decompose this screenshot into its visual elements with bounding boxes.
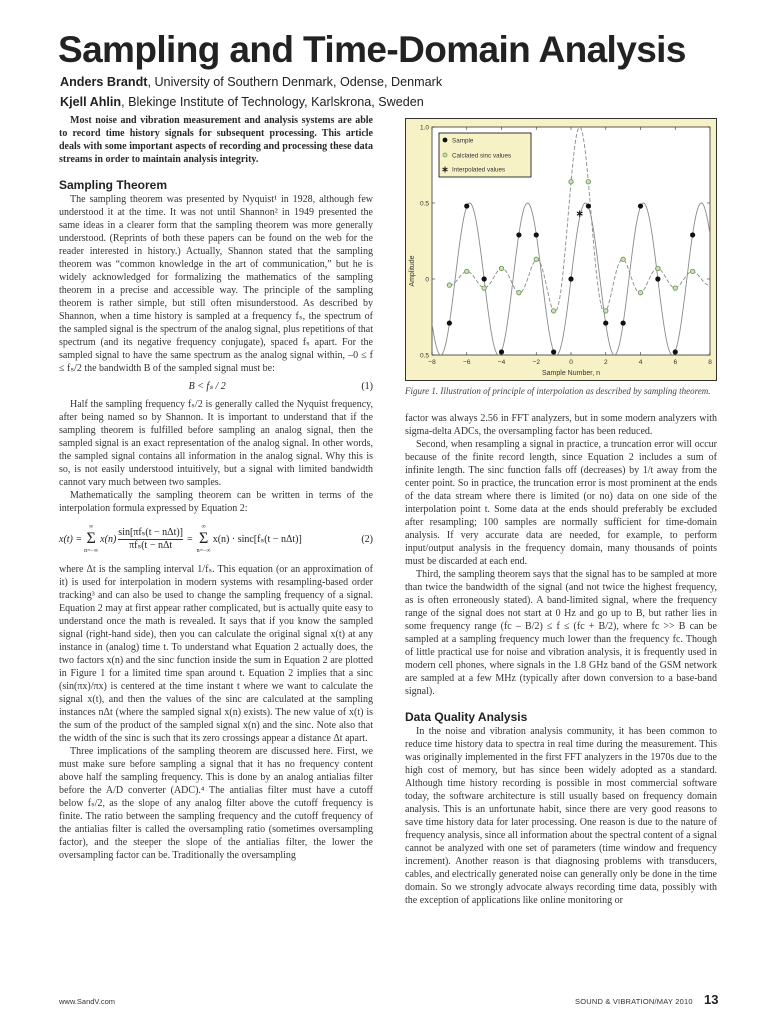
x-tick-label: 4 — [638, 359, 643, 366]
paragraph: Second, when resampling a signal in practice, a truncation error will occur because of the finite record length, since Equation 2 includes a sum of infinite length. The sinc function falls off (decreases) by 1/t away from the center point. So in practice, the truncation error is most prominent at the ends of the data stream where there is limited (or no) data on one side of the interpolation point t. Some data at the ends should preferably be excluded after resampling; 100 samples are normally sufficient for time-domain analysis. If very accurate data are needed, for example, to perform input/output analysis in the frequency domain, many thousands of points must be discarded at each end. — [405, 438, 717, 567]
author-name: Kjell Ahlin — [60, 95, 122, 109]
paragraph: Three implications of the sampling theorem are discussed here. First, we must make sure before sampling a signal that it has no frequency content above half the sampling frequency. This is done by an analog antialias filter before the A/D converter (ADC).⁴ The antialias filter must have a cutoff below fₛ/2, as the slope of any analog filter above the cutoff frequency is finite. The ratio between the sampling frequency and the cutoff frequency of the antialias filter is called the oversampling ratio (sometimes oversampling factor), and the steeper the slope of the antialias filter, the lower the oversampling factor can be. Traditionally the oversampling — [59, 746, 373, 861]
x-tick-label: 0 — [569, 359, 573, 366]
eq2-equals: = — [187, 533, 193, 545]
right-column — [405, 118, 717, 907]
paragraph: where Δt is the sampling interval 1/fₛ. This equation (or an approximation of it) is used for interpolation in modern systems with resampling-based order tracking³ and can also be used to change the sampling frequency of a signal. Equation 2 may at first appear rather complicated, but is actually quite easy to understand once the math is revealed. It says that if you know the sampled signal (right-hand side), then you can calculate the original signal x(t) at any instance in (analog) time t. To understand what Equation 2 actually does, the two factors x(n) and the sinc function inside the sum in Equation 2 are plotted in Figure 1 for a limited time span around t. Equation 2 implies that a sinc (sin(πx)/πx) is centered at the time instant t where we want to calculate the signal x(t), and then the values of the sinc are calculated at the sampling instances nΔt (where the sampled signal x(n) exists). The new value of x(t) is the sum of the product of the sampled signal x(n) and the sinc. Note also that the width of the sinc is such that its zero crossings appear a distance Δt apart. — [59, 564, 373, 744]
abstract: Most noise and vibration measurement and analysis systems are able to record time history signals for subsequent processing. This article deals with some important aspects of recording and processing these data streams in order to maintain analysis integrity. — [59, 115, 373, 165]
page-number: 13 — [704, 992, 719, 1007]
left-column — [59, 114, 373, 862]
author-affiliation: , Blekinge Institute of Technology, Karlskrona, Sweden — [121, 95, 424, 109]
sinc-value-point — [569, 180, 573, 184]
author-name: Anders Brandt — [60, 75, 148, 89]
paragraph: Third, the sampling theorem says that the signal has to be sampled at more than twice the bandwidth of the signal (and not twice the highest frequency, as is often erroneously stated). A band-limited signal, where the frequency range of the signal does not start at 0 Hz and go up to B, but rather lies in some frequency range (fc – B/2) ≤ f ≤ (fc + B/2), where fc >> B can be sampled at a sampling frequency much lower than the frequency fc. Though of little practical use for noise and vibration analysis, it is frequently used in modern cell phones, where signals in the 1.8 GHz band of the GSM network are sampled at a few MHz (typically after down conversion to a base-band signal). — [405, 568, 717, 697]
sinc-value-point — [586, 180, 590, 184]
sample-point — [516, 232, 521, 237]
sample-point — [568, 276, 573, 281]
summation — [84, 523, 98, 555]
sample-point — [673, 349, 678, 354]
paragraph: In the noise and vibration analysis community, it has been common to reduce time history data to spectra in real time during the measurement. This was originally implemented in the first FFT analyzers in the 1970s due to the high cost of memory, but has since been widely adopted as a standard. Although time history recording is possible in most commercial software today, the software architecture is still usually based on frequency domain analysis. This is an unfortunate habit, since there are very good reasons to save time history data for later processing. One reason is due to the nature of frequency analysis, since all information about the spectral content of a signal cannot be analyzed with one set of parameters (time window and frequency increment). Another reason is that diagnosing problems with transducers, cables, and electrically generated noise can generally only be done in the time domain. So we strongly advocate always recording time data, possibly with the exception of applications like online monitoring or — [405, 725, 717, 906]
sinc-value-point — [517, 290, 521, 294]
x-tick-label: −8 — [428, 359, 436, 366]
paragraph: Half the sampling frequency fₛ/2 is generally called the Nyquist frequency, after being named so by Shannon. It is important to understand that if the sampling theorem is fulfilled before sampling an analog signal, then the sampled signal is an exact representation of the analog signal. In other words, the sampled signal contains all information in the analog signal. Why this is so, is not easily understood intuitively, but a signal with limited bandwidth cannot vary much between two samples. — [59, 399, 373, 488]
sample-point — [534, 232, 539, 237]
eq2-fraction — [118, 527, 183, 552]
sinc-value-point — [604, 309, 608, 313]
x-axis-label: Sample Number, n — [542, 370, 600, 377]
legend-label: Interpolated values — [452, 166, 506, 174]
eq2-term2: x(n) · sinc[fₛ(t − nΔt)] — [212, 533, 302, 545]
eq2-denominator: πfₛ(t − nΔt — [129, 539, 173, 551]
x-tick-label: 8 — [708, 359, 712, 366]
sample-point — [464, 203, 469, 208]
y-axis-label: Amplitude — [409, 255, 416, 287]
author-1 — [60, 74, 442, 90]
sample-point — [586, 203, 591, 208]
eq2-numerator: sin[πfₛ(t − nΔt)] — [118, 526, 184, 538]
eq2-lhs: x(t) = — [59, 533, 83, 545]
eq2-term1: x(n) — [100, 533, 117, 545]
sum-lower: n=−∞ — [196, 548, 211, 554]
author-affiliation: , University of Southern Denmark, Odense, Denmark — [147, 75, 443, 89]
paragraph: Mathematically the sampling theorem can be written in terms of the interpolation formula expressed by Equation 2: — [59, 490, 373, 514]
sum-lower: n=−∞ — [84, 548, 99, 554]
legend-label: Calclated sinc values — [452, 152, 512, 160]
y-tick-label: 1.0 — [419, 124, 429, 132]
sinc-value-point — [673, 286, 677, 290]
section-heading-sampling-theorem: Sampling Theorem — [59, 178, 168, 192]
sample-point — [655, 276, 660, 281]
footer-website-link[interactable]: www.SandV.com — [59, 997, 116, 1006]
sinc-value-point — [482, 286, 486, 290]
y-tick-label: 0.5 — [419, 352, 429, 360]
equation-number: (2) — [361, 533, 373, 545]
sample-point — [621, 320, 626, 325]
sample-point — [690, 232, 695, 237]
chart-svg — [405, 118, 717, 381]
sinc-value-point — [656, 266, 660, 270]
sinc-value-point — [638, 290, 642, 294]
sample-point — [482, 276, 487, 281]
sum-upper: ∞ — [201, 524, 206, 530]
equation-number: (1) — [361, 381, 373, 392]
legend-sample-marker — [443, 138, 448, 143]
sinc-value-point — [465, 269, 469, 273]
x-tick-label: −6 — [463, 359, 471, 366]
figure-caption: Figure 1. Illustration of principle of interpolation as described by sampling theorem. — [405, 386, 711, 396]
page-title: Sampling and Time-Domain Analysis — [58, 29, 686, 70]
equation-1-body: B < fₛ / 2 — [188, 381, 226, 392]
y-tick-label: 0 — [425, 276, 429, 284]
sinc-value-point — [499, 266, 503, 270]
paragraph: factor was always 2.56 in FFT analyzers, but in some modern analyzers with sigma-delta ADCs, the oversampling factor has been reduced. — [405, 412, 717, 437]
sigma-icon: Σ — [199, 530, 209, 547]
sinc-value-point — [551, 309, 555, 313]
equation-1 — [59, 381, 373, 392]
y-tick-label: 0.5 — [419, 200, 429, 208]
sinc-value-point — [690, 269, 694, 273]
sinc-value-point — [621, 257, 625, 261]
sinc-value-point — [447, 283, 451, 287]
summation — [197, 523, 211, 555]
x-tick-label: 2 — [603, 359, 608, 366]
x-tick-label: 6 — [673, 359, 678, 366]
author-2 — [60, 94, 424, 110]
sample-point — [551, 349, 556, 354]
figure-1-chart — [405, 118, 717, 381]
legend-sinc-marker — [443, 153, 447, 157]
sample-point — [638, 203, 643, 208]
sample-point — [603, 320, 608, 325]
sample-point — [447, 320, 452, 325]
equation-2 — [59, 523, 373, 555]
paragraph: The sampling theorem was presented by Nyquist¹ in 1928, although few understood it at the time. It was not until Shannon² in 1949 presented the same ideas in a clearer form that the sampling theorem was more generally understood. (Reprints of both these papers can be found on the web for the reader interested in history.) Actually, Shannon stated that the sampling theorem was “common knowledge in the art of communication,” but he is widely acknowledged for formalizing the mathematics of the sampling theorem in a precise and accessible way. The principle of the sampling theorem is rather simple, but still often misunderstood. As described by Shannon, when a time history is sampled at a frequency fₛ, the spectrum of the sampled signal is the spectrum of the analog signal, plus repetitions of that spectrum (and its negative frequency conjugate), spaced fₛ apart. For the sampled signal to have the same spectrum as the analog signal within, –0 ≤ f ≤ fₛ/2 the bandwidth B of the sampled signal must be: — [59, 194, 373, 374]
sigma-icon: Σ — [86, 530, 96, 547]
x-tick-label: −4 — [497, 359, 506, 366]
section-heading-data-quality: Data Quality Analysis — [405, 709, 528, 724]
sum-upper: ∞ — [89, 524, 94, 530]
sample-point — [499, 349, 504, 354]
sinc-value-point — [534, 257, 538, 261]
legend-label: Sample — [452, 137, 474, 145]
footer-journal: SOUND & VIBRATION/MAY 2010 — [575, 997, 693, 1006]
x-tick-label: −2 — [532, 359, 540, 366]
